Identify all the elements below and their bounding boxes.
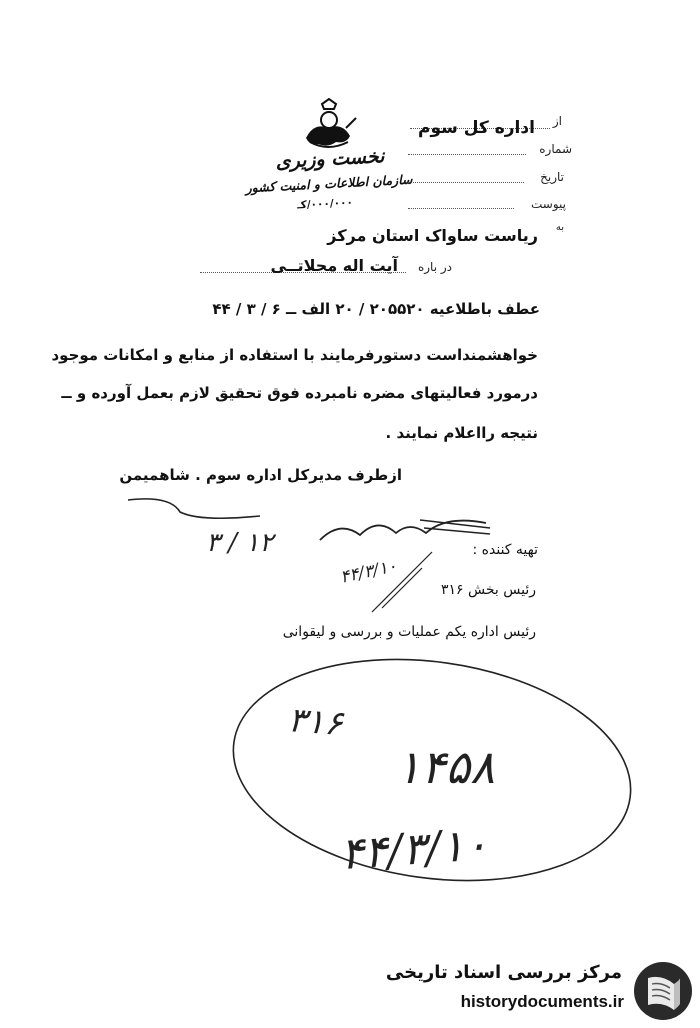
to-label: به [555,222,564,233]
watermark-url[interactable]: historydocuments.ir [460,992,624,1011]
watermark [385,956,700,1028]
reference-line: عطف باطلاعیه ۲۰۵۵۲۰ / ۲۰ الف ــ ۶ / ۳ / ۴۴ [212,300,540,318]
signoff-line: ازطرف مدیرکل اداره سوم . شاهمیمن [119,466,402,484]
number-label: شماره [539,142,572,156]
from-value: اداره کل سوم [418,118,535,138]
letterhead-organization: سازمان اطلاعات و امنیت کشور [245,171,413,196]
body-line-3: نتیجه رااعلام نمایند . [385,424,538,442]
handwritten-signature-date: ۴۴/۳/۱۰ [338,556,399,588]
subject-label: در باره [417,260,452,274]
oval-number-b: ۱۴۵۸ [396,740,495,794]
dept-head-label: رئیس اداره یکم عملیات و بررسی و لیقوانی [282,624,536,640]
handwritten-signature [320,521,486,540]
subject-value: آیت اله محلاتــی [270,256,398,275]
from-label: از [552,114,562,128]
oval-number-a: ۳۱۶ [286,700,345,744]
section-head-label: رئیس بخش ۳۱۶ [441,582,536,598]
watermark-title: مرکز بررسی اسناد تاریخی [385,962,622,983]
signoff-flourish [128,499,260,518]
letterhead-title: نخست وزیری [275,145,385,173]
prepared-by-label: تهیه کننده : [472,542,538,558]
handwritten-note-left: ۳ / ۱۲ [206,528,274,558]
letterhead-ref-mark: ۰۰۰/۰۰۰/کـ [296,196,354,212]
to-value: ریاست ساواک استان مرکز [327,226,538,245]
body-line-2: درمورد فعالیتهای مضره نامبرده فوق تحقیق لازم بعمل آورده و ــ [61,384,538,402]
body-line-1: خواهشمنداست دستورفرمایند با استفاده از منابع و امکانات موجود [51,346,538,364]
attachment-label: پیوست [531,197,566,211]
book-logo-icon [632,960,694,1022]
bottom-handwritten-date: ۴۴/۳/۱۰ [338,818,490,881]
date-label: تاریخ [540,170,564,184]
